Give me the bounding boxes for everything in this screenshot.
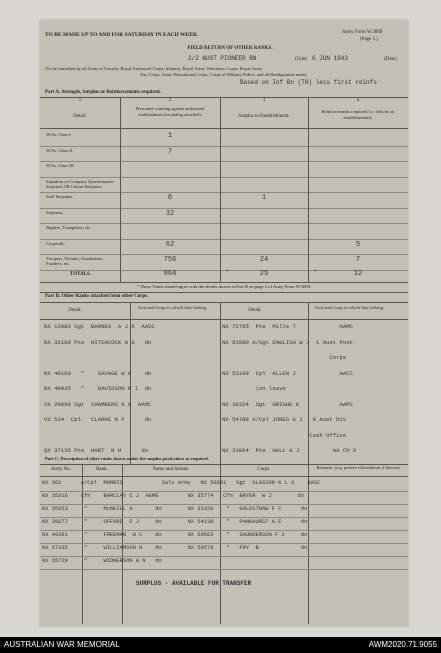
col-reinf-heading: Reinforcements required (i.e. deficits on establishments).	[321, 109, 395, 120]
part-b-entry-right: (on leave	[222, 385, 286, 392]
part-c-entry: NX 361 A/Cpl MORRIS Salv Army NX 56001 Sgt GLASSON K L S AASC	[42, 480, 321, 486]
col-number-3: 3	[262, 98, 266, 103]
row-divider	[40, 254, 408, 255]
part-b-entry-left: NX 13083 Sgt BARNES A J A AASC	[44, 323, 155, 330]
form-title: FIELD RETURN OF OTHER RANKS.	[187, 46, 273, 51]
part-b-unit-heading: Unit and Corps to which they belong.	[137, 305, 208, 310]
divider	[120, 97, 121, 282]
total-reinf-mark: *	[314, 270, 317, 275]
part-b-entry-right: NX 51580 A/Sgt ENGLISH W J 1 Aust Post	[222, 338, 353, 346]
row-divider	[40, 177, 408, 178]
row-divider	[40, 543, 408, 544]
part-b-entry-left: NX 40935 " DAVIDSON R I do	[44, 385, 152, 392]
part-b-entry-right: NX 31864 Pte HALL A J AA Ch D	[222, 447, 357, 454]
part-c-entry: NX 57335 " WILLIAMSON H do NX 50578 " FRY B do	[42, 545, 308, 551]
part-a-surplus-value: 1	[261, 194, 267, 202]
instructions-line-1: (To be furnished by all Units of Cavalry, Royal Armoured Corps, Infantry, Royal Army Veterinary Corps, Royal Army	[45, 66, 263, 71]
part-a-reinf-value: 7	[355, 256, 361, 264]
row-divider	[40, 569, 408, 570]
col-detail-heading: Detail.	[73, 114, 87, 119]
total-surplus-mark: *	[226, 270, 229, 275]
part-c-title: Part C. Description of other ranks shown under the surplus particulars as required.	[45, 456, 209, 461]
based-on-note: Based on Inf Bn (T8) less first reinfs	[240, 79, 377, 86]
date-value: 6 JUN 1943	[312, 55, 349, 62]
row-divider	[40, 192, 408, 193]
part-b-entry-right: Cash Office	[222, 431, 347, 439]
row-divider	[40, 556, 408, 557]
part-b-detail-heading-2: Detail.	[248, 308, 262, 313]
part-a-row-label: Corporals.	[46, 240, 65, 246]
col-rank: Rank.	[96, 467, 108, 472]
part-b-unit-heading-2: Unit and Corps to which they belong.	[314, 305, 385, 310]
row-divider	[40, 504, 408, 505]
part-a-row-label: Squadron or Company Quartermaster-Serjeants OR Colour-Serjeants.	[46, 178, 116, 189]
archive-footer	[0, 637, 441, 653]
row-divider	[40, 161, 408, 162]
part-b-entry-right: NX 53188 Cpl ALLEN J AACC	[222, 369, 353, 377]
col-corps: Corps.	[257, 467, 271, 472]
col-name: Name and Initials.	[152, 467, 190, 472]
divider	[220, 302, 221, 464]
col-strength-heading: Personnel counting against authorized establishment (excluding attached).	[135, 106, 205, 117]
archive-name: AUSTRALIAN WAR MEMORIAL	[4, 640, 120, 649]
col-number-4: 4	[356, 98, 360, 103]
row-divider	[40, 239, 408, 240]
part-a-row-label: Buglers, Trumpeters, etc.	[46, 225, 92, 230]
archive-ref: AWM2020.71.9055	[368, 640, 437, 649]
surplus-note: SURPLUS - AVAILABLE FOR TRANSFER	[136, 580, 252, 587]
row-divider	[40, 530, 408, 531]
divider	[220, 464, 221, 624]
part-a-strength-value: 6	[167, 194, 173, 202]
part-b-entry-left: VX 534 Cpl CLARKE N F do	[44, 416, 152, 423]
col-remarks: Remarks. (e.g. present whereabouts if known)	[316, 465, 400, 470]
divider	[40, 319, 408, 320]
part-a-row-label: Staff Serjeants.	[46, 194, 74, 199]
divider	[308, 97, 309, 282]
row-divider	[40, 223, 408, 224]
part-b-detail-heading: Detail.	[68, 308, 82, 313]
col-surplus-heading: Surplus to Establishment.	[238, 114, 290, 119]
part-b-entry-left: NX 40160 " SAVAGE W G do	[44, 369, 152, 377]
totals-label: TOTALS.	[70, 272, 92, 277]
date-label: (Date)	[384, 57, 397, 62]
row-divider	[40, 208, 408, 209]
divider	[40, 302, 408, 303]
part-b-entry-right: NX 54788 A/Cpl JONES G J 8 Aust Div	[222, 416, 347, 423]
row-divider	[40, 146, 408, 147]
unit-value: 2/2 AUST PIONEER BN	[188, 55, 257, 62]
total-strength: 864	[163, 270, 177, 278]
part-a-strength-value: 1	[167, 132, 173, 140]
part-b-entry-right: Corps	[222, 354, 347, 361]
part-a-row-label: Troopers, Privates, Guardsmen, Fusiliers, etc.	[46, 256, 103, 266]
divider	[40, 476, 408, 477]
col-number-2: 2	[168, 98, 172, 103]
part-a-strength-value: 756	[163, 256, 177, 264]
divider	[40, 282, 408, 283]
part-b-entry-left: VX 29699 Sgt CHAMBERS R G AAMC	[44, 400, 152, 408]
total-reinf: 12	[353, 270, 363, 278]
part-b-entry-left: NX 32169 Pte HITCHCOCK W G do	[44, 338, 152, 346]
part-a-title: Part A. Strength, Surplus or Reinforcements required.	[45, 90, 161, 95]
divider	[308, 464, 309, 624]
divider	[122, 464, 123, 624]
part-c-entry: NX 35653 " McNEILL A do NX 35320 " GOLDSTRAW F C do	[42, 506, 308, 512]
unit-label: (Unit)	[295, 57, 308, 62]
part-a-strength-value: 7	[167, 147, 173, 156]
part-a-reinf-value: 5	[355, 240, 361, 249]
part-a-strength-value: 32	[165, 209, 175, 218]
divider	[82, 464, 83, 624]
part-a-strength-value: 62	[165, 240, 175, 249]
part-b-title: Part B. Other Ranks attached from other Corps.	[45, 294, 149, 299]
form-sheet	[40, 20, 408, 626]
form-number: Army Form W.3009	[342, 30, 383, 35]
divider	[40, 292, 408, 293]
weekly-note: TO BE MADE UP TO AND FOR SATURDAY IN EACH WEEK.	[45, 32, 199, 38]
part-a-row-label: W.Os. Class II.	[46, 147, 74, 153]
totals-footnote: * These Totals should agree with the details shown in Part D on page 2 of Army Form W.3009.	[136, 284, 312, 289]
part-c-entry: NX 35316 Cfn BARCLAY C J AEME NX 35774 Cfn BRYER W J do	[42, 493, 305, 499]
row-divider	[40, 491, 408, 492]
part-b-entry-right: NX 38324 Sgt GRIGHE K AAPC	[222, 400, 353, 408]
part-b-entry-left: QX 37135 Pte HART N H do	[44, 447, 149, 454]
total-surplus: 25	[259, 270, 269, 278]
part-c-entry: NX 35677 " OFFORD F J do NX 54138 " PANKHURST A E do	[42, 519, 308, 525]
part-b-entry-right: NX 72765 Pte Mills T AAMC	[222, 323, 353, 330]
col-number-1: 1	[78, 98, 82, 103]
part-a-row-label: W.Os. Class III.	[46, 163, 75, 168]
part-a-row-label: Serjeants.	[46, 209, 64, 215]
part-a-row-label: W.Os. Class I.	[46, 132, 72, 137]
part-a-surplus-value: 24	[259, 256, 269, 264]
page-number: (Page 1.)	[360, 37, 379, 42]
part-c-entry: NX 49361 " FREEMAN W C do NX 50563 " SAUNDERSON F J do	[42, 532, 308, 538]
instructions-line-2: Pay Corps, Army Educational Corps, Corps of Military Police, and all Headquarters units).	[140, 72, 308, 77]
row-divider	[40, 517, 408, 518]
divider	[40, 128, 408, 129]
divider	[220, 97, 221, 282]
part-c-entry: NX 55729 " WIDNERSON H N do	[42, 558, 162, 564]
col-army-no: Army No.	[50, 467, 72, 472]
